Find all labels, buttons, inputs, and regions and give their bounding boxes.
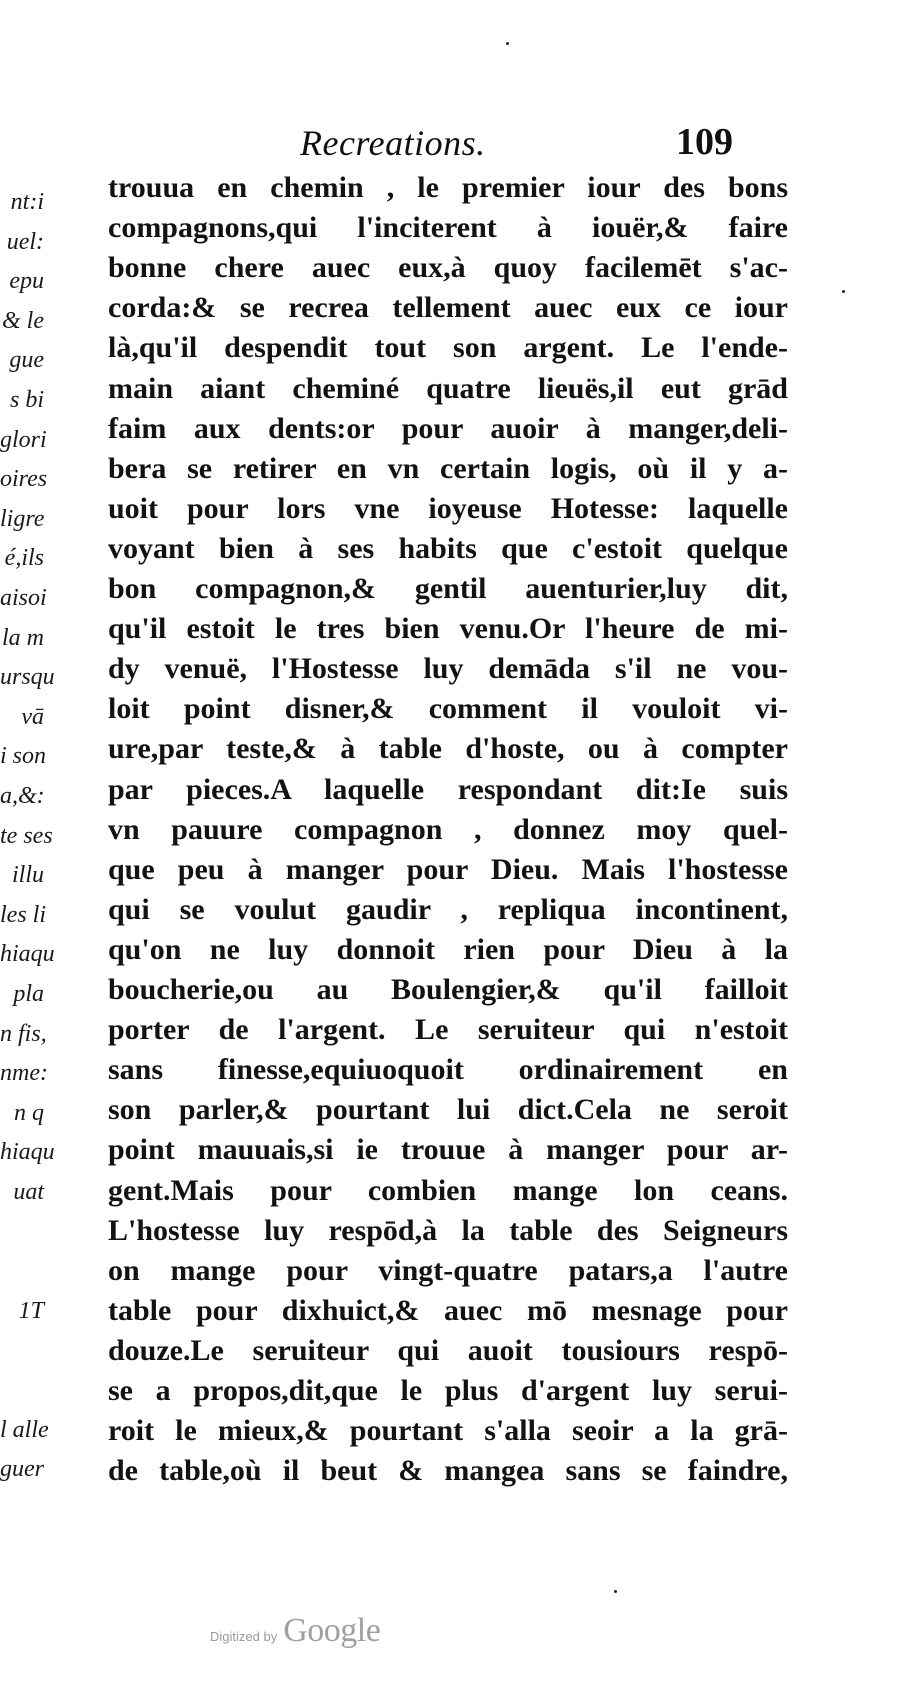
text-line: qu'on ne luy donnoit rien pour Dieu à la xyxy=(108,932,788,966)
text-line: on mange pour vingt-quatre patars,a l'autre xyxy=(108,1253,788,1287)
text-line: son parler,& pourtant lui dict.Cela ne seroit xyxy=(108,1093,788,1127)
facing-fragment: epu xyxy=(9,268,44,295)
facing-fragment: s bi xyxy=(9,387,44,413)
facing-fragment: i son xyxy=(0,743,47,770)
facing-fragment: ligre xyxy=(0,505,45,532)
text-line: bonne chere auec eux,à quoy facilemēt s'ac- xyxy=(108,251,788,285)
text-line: uoit pour lors vne ioyeuse Hotesse: laquelle xyxy=(108,491,788,525)
text-line: main aiant cheminé quatre lieuës,il eut grād xyxy=(108,371,788,405)
facing-fragment: nme: xyxy=(0,1060,48,1087)
text-line: boucherie,ou au Boulengier,& qu'il failloit xyxy=(108,973,788,1006)
text-line: qui se voulut gaudir , repliqua incontinent, xyxy=(108,892,788,926)
text-line: douze.Le seruiteur qui auoit tousiours respō- xyxy=(108,1333,788,1367)
text-line: trouua en chemin , le premier iour des bons xyxy=(108,171,788,204)
text-line: faim aux dents:or pour auoir à manger,deli- xyxy=(108,411,788,445)
facing-fragment: a,&: xyxy=(0,783,45,809)
text-line: que peu à manger pour Dieu. Mais l'hostesse xyxy=(108,852,788,886)
facing-fragment: ursqu xyxy=(0,664,55,691)
facing-fragment: n q xyxy=(14,1099,44,1126)
facing-fragment: n fis, xyxy=(0,1020,47,1047)
text-line: se a propos,dit,que le plus d'argent luy serui- xyxy=(108,1374,788,1407)
facing-fragment: hiaqu xyxy=(0,1139,55,1166)
text-line: qu'il estoit le tres bien venu.Or l'heure de mi- xyxy=(108,612,788,646)
facing-fragment: uel: xyxy=(6,228,44,255)
facing-fragment: glori xyxy=(0,426,47,453)
ink-speck xyxy=(842,290,845,293)
text-line: loit point disner,& comment il vouloit vi- xyxy=(108,692,788,726)
facing-fragment: les li xyxy=(0,901,46,928)
facing-fragment: guer xyxy=(0,1456,44,1483)
text-line: point mauuais,si ie trouue à manger pour ar- xyxy=(108,1133,788,1167)
text-line: ure,par teste,& à table d'hoste, ou à compter xyxy=(108,732,788,766)
text-line: par pieces.A laquelle respondant dit:Ie suis xyxy=(108,772,788,806)
facing-fragment: vā xyxy=(21,703,44,730)
text-line: de table,où il beut & mangea sans se faindre, xyxy=(108,1454,788,1488)
google-logo: Google xyxy=(283,1612,381,1649)
text-line: sans finesse,equiuoquoit ordinairement en xyxy=(108,1053,788,1087)
facing-fragment: te ses xyxy=(0,822,53,849)
facing-fragment: illu xyxy=(11,862,44,889)
text-line: corda:& se recrea tellement auec eux ce iour xyxy=(108,291,788,325)
ink-speck xyxy=(506,42,509,45)
text-line: voyant bien à ses habits que c'estoit quelque xyxy=(108,531,788,565)
text-line: roit le mieux,& pourtant s'alla seoir a la grā- xyxy=(108,1414,788,1448)
facing-page-fragment xyxy=(0,188,55,1548)
text-line: table pour dixhuict,& auec mō mesnage pour xyxy=(108,1293,788,1327)
text-line: bon compagnon,& gentil auenturier,luy dit, xyxy=(108,572,788,605)
text-line: vn pauure compagnon , donnez moy quel- xyxy=(108,812,788,846)
facing-fragment: & le xyxy=(2,307,44,334)
facing-fragment: la m xyxy=(2,624,44,651)
text-line: dy venuë, l'Hostesse luy demāda s'il ne vou- xyxy=(108,652,788,686)
facing-fragment: gue xyxy=(9,347,44,374)
facing-fragment: uat xyxy=(13,1179,44,1205)
text-line: là,qu'il despendit tout son argent. Le l'ende- xyxy=(108,331,788,365)
digitized-label: Digitized by xyxy=(210,1629,278,1644)
text-line: compagnons,qui l'inciterent à iouër,& faire xyxy=(108,211,788,245)
text-line: bera se retirer en vn certain logis, où il y a- xyxy=(108,451,788,485)
page-number: 109 xyxy=(676,121,733,163)
text-line: L'hostesse luy respōd,à la table des Seigneurs xyxy=(108,1213,788,1247)
facing-fragment: 1T xyxy=(18,1297,44,1324)
text-line: gent.Mais pour combien mange lon ceans. xyxy=(108,1173,788,1207)
google-watermark xyxy=(210,1612,380,1652)
facing-fragment: aisoi xyxy=(0,585,47,611)
facing-fragment: é,ils xyxy=(4,545,44,572)
facing-fragment: hiaqu xyxy=(0,941,55,968)
facing-fragment: nt:i xyxy=(10,189,44,215)
ink-speck xyxy=(614,1590,617,1593)
facing-fragment: oires xyxy=(0,466,48,493)
text-line: porter de l'argent. Le seruiteur qui n'estoit xyxy=(108,1013,788,1047)
facing-fragment: l alle xyxy=(0,1416,49,1443)
facing-fragment: pla xyxy=(13,981,44,1007)
running-title: Recreations. xyxy=(300,123,486,163)
